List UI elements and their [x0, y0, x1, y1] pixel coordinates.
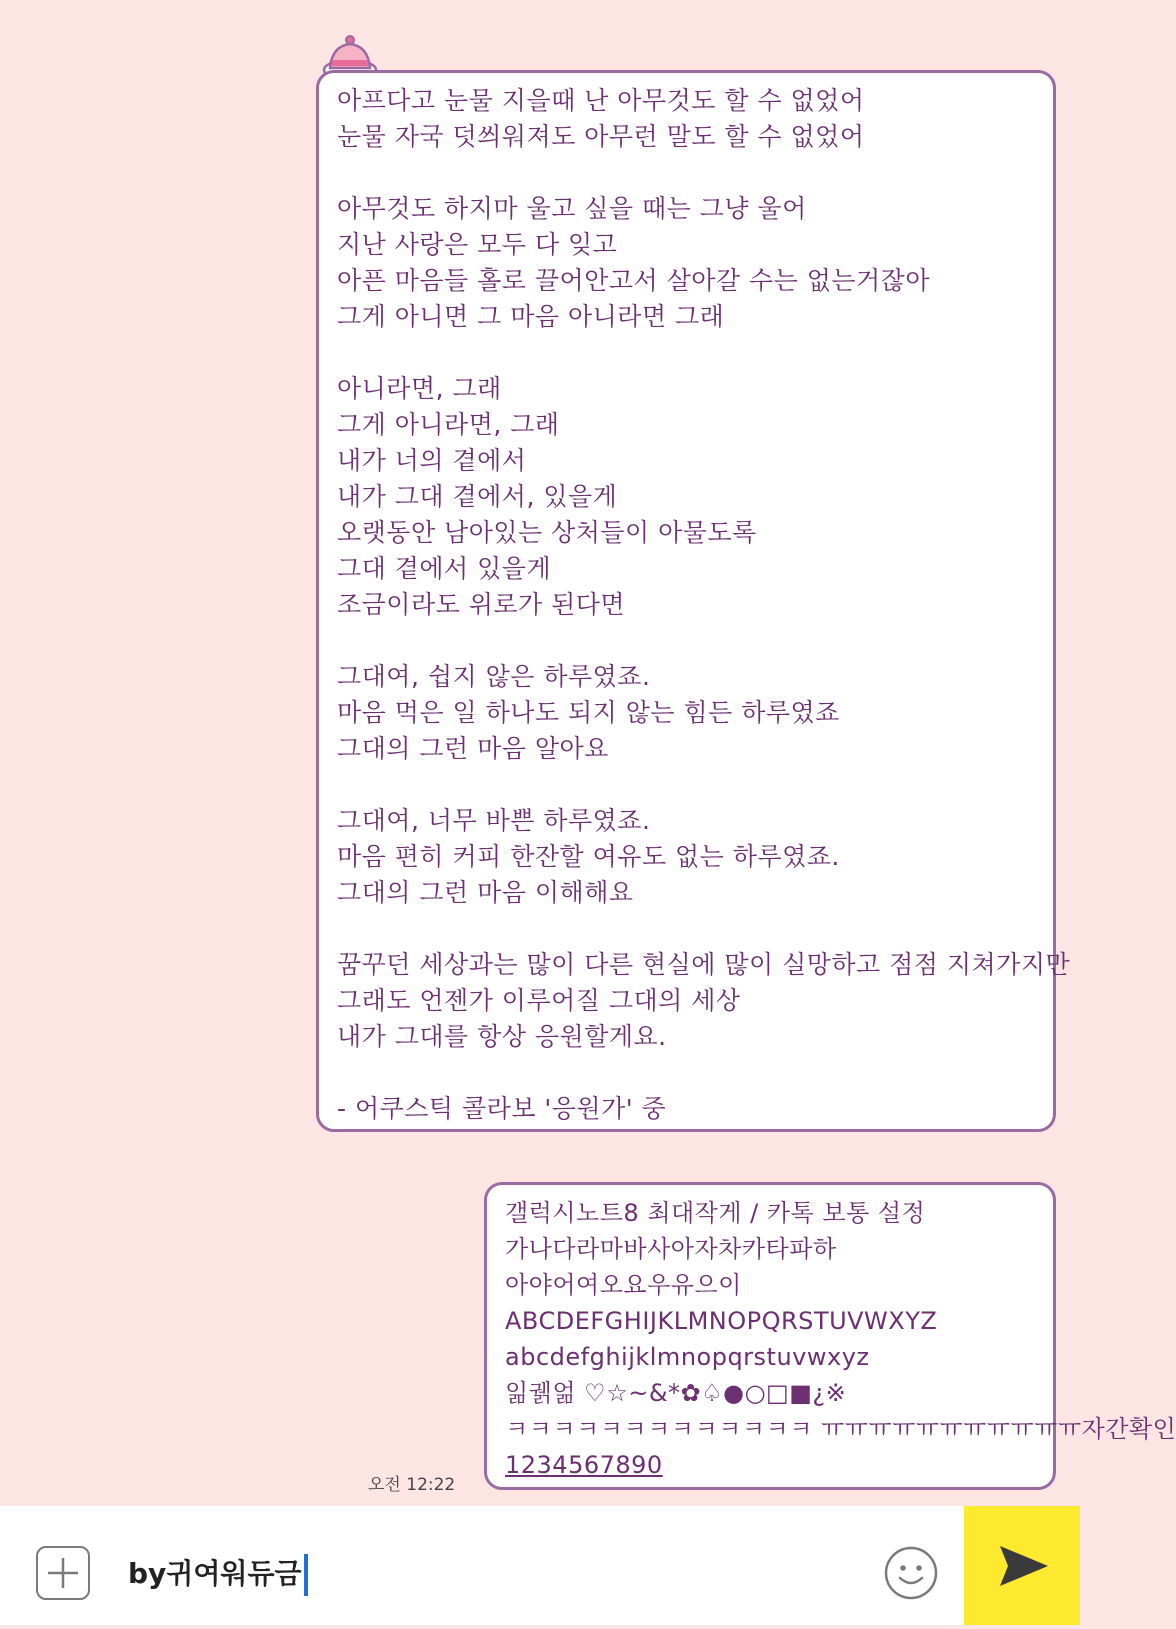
message-line: 읾궭얾 ♡☆~&*✿♤●○□■¿※ [505, 1379, 847, 1407]
attach-button[interactable] [36, 1546, 90, 1600]
message-line: - 어쿠스틱 콜라보 '응원가' 중 [337, 1094, 667, 1123]
message-line: 그대의 그런 마음 이해해요 [337, 878, 634, 907]
message-line: 그래도 언젠가 이루어질 그대의 세상 [337, 986, 741, 1015]
message-line: 그대의 그런 마음 알아요 [337, 734, 609, 763]
blank-line [337, 911, 1035, 947]
message-line: 아야어여오요우유으이 [505, 1271, 742, 1299]
plus-icon [38, 1548, 88, 1598]
blank-line [337, 155, 1035, 191]
blank-line [337, 335, 1035, 371]
message-line: 갤럭시노트8 최대작게 / 카톡 보통 설정 [505, 1199, 926, 1227]
message-line: 마음 편히 커피 한잔할 여유도 없는 하루였죠. [337, 842, 840, 871]
message-line: 아프다고 눈물 지을때 난 아무것도 할 수 없었어 [337, 86, 865, 115]
blank-line [337, 767, 1035, 803]
message-line: 그게 아니라면, 그래 [337, 410, 560, 439]
message-line: 아픈 마음들 홀로 끌어안고서 살아갈 수는 없는거잖아 [337, 266, 930, 295]
message-input[interactable] [128, 1552, 308, 1596]
chat-input-bar [0, 1506, 1080, 1625]
message-line: 아무것도 하지마 울고 싶을 때는 그냥 울어 [337, 194, 807, 223]
message-line: 그게 아니면 그 마음 아니라면 그래 [337, 302, 725, 331]
message-line: 내가 그대를 항상 응원할게요. [337, 1022, 667, 1051]
blank-line [337, 623, 1035, 659]
message-line: abcdefghijklmnopqrstuvwxyz [505, 1343, 870, 1371]
blank-line [337, 1055, 1035, 1091]
message-line: 조금이라도 위로가 된다면 [337, 590, 626, 619]
send-arrow-icon [964, 1506, 1080, 1625]
message-line: 내가 너의 곁에서 [337, 446, 527, 475]
message-timestamp: 오전 12:22 [368, 1475, 456, 1495]
message-line: 1234567890 [505, 1451, 663, 1479]
message-line: 그대여, 너무 바쁜 하루였죠. [337, 806, 651, 835]
message-line: ㅋㅋㅋㅋㅋㅋㅋㅋㅋㅋㅋㅋㅋ ㅠㅠㅠㅠㅠㅠㅠㅠㅠㅠㅠ자간확인 [505, 1415, 1176, 1443]
message-line: 지난 사랑은 모두 다 잊고 [337, 230, 618, 259]
message-line: 눈물 자국 덧씌워져도 아무런 말도 할 수 없었어 [337, 122, 865, 151]
text-caret [304, 1554, 308, 1596]
message-line: 내가 그대 곁에서, 있을게 [337, 482, 618, 511]
message-line: 아니라면, 그래 [337, 374, 502, 403]
smiley-icon[interactable] [882, 1544, 940, 1602]
message-line: 가나다라마바사아자차카타파하 [505, 1235, 837, 1263]
message-line: 그대여, 쉽지 않은 하루였죠. [337, 662, 651, 691]
message-line: 꿈꾸던 세상과는 많이 다른 현실에 많이 실망하고 점점 지쳐가지만 [337, 950, 1071, 979]
message-bubble-font-test[interactable] [484, 1182, 1176, 1490]
message-line: 오랫동안 남아있는 상처들이 아물도록 [337, 518, 757, 547]
message-line: 마음 먹은 일 하나도 되지 않는 힘든 하루였죠 [337, 698, 840, 727]
message-line: ABCDEFGHIJKLMNOPQRSTUVWXYZ [505, 1307, 938, 1335]
message-bubble-lyrics[interactable] [316, 70, 1071, 1132]
send-button[interactable] [964, 1506, 1080, 1625]
message-input-value: by귀여워듀금 [128, 1557, 302, 1590]
message-line: 그대 곁에서 있을게 [337, 554, 552, 583]
